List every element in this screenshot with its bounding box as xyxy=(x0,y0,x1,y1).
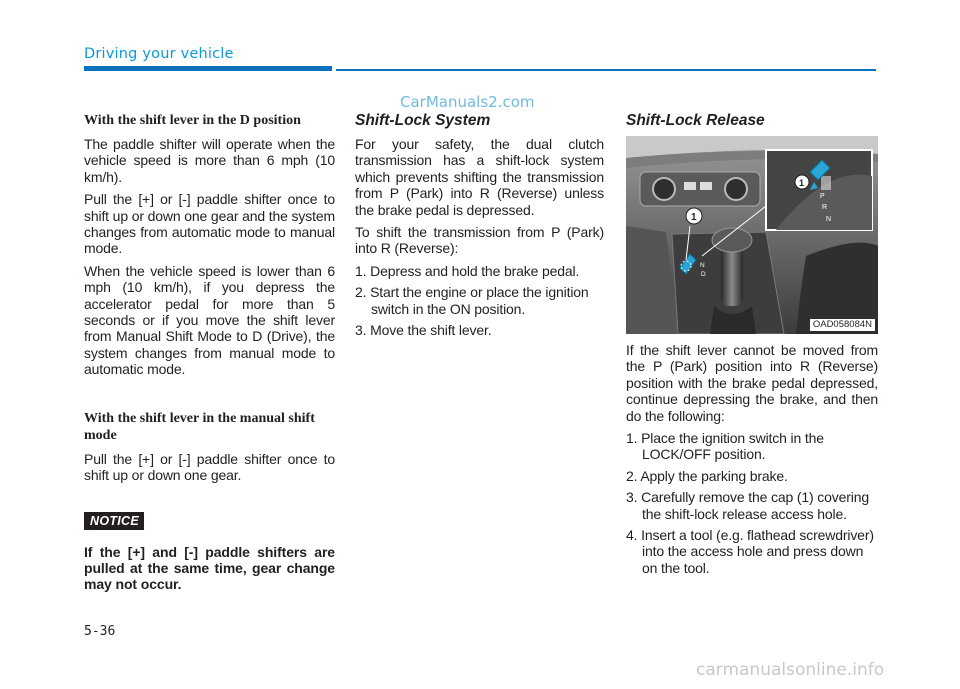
step-item: 2. Apply the parking brake. xyxy=(626,467,788,484)
d-position-paragraph: Pull the [+] or [-] paddle shifter once to shift up or down one gear and the system changes from automatic mode to manual mode. xyxy=(84,191,335,257)
shift-lock-release-heading: Shift-Lock Release xyxy=(626,112,765,129)
shift-lock-steps xyxy=(355,263,604,339)
shift-lock-release-intro: If the shift lever cannot be moved from the P (Park) position into R (Reverse) position with the brake pedal depressed, continue depressing the brake, and then do the following: xyxy=(626,342,878,424)
console-illustration xyxy=(626,136,878,334)
footer-site-watermark: carmanualsonline.info xyxy=(696,660,885,680)
svg-text:P: P xyxy=(820,193,825,200)
right-column xyxy=(626,112,878,581)
svg-text:1: 1 xyxy=(799,178,805,188)
step-item: 1. Depress and hold the brake pedal. xyxy=(355,262,580,279)
d-position-heading: With the shift lever in the D position xyxy=(84,113,301,128)
shift-lock-lead: To shift the transmission from P (Park) into R (Reverse): xyxy=(355,224,604,257)
svg-text:N: N xyxy=(826,216,832,223)
step-item: 2. Start the engine or place the ignition switch in the ON position. xyxy=(355,284,589,317)
step-item: 1. Place the ignition switch in the LOCK/OFF position. xyxy=(626,430,824,463)
header-rule-thick xyxy=(84,66,332,71)
d-position-paragraph: The paddle shifter will operate when the vehicle speed is more than 6 mph (10 km/h). xyxy=(84,136,335,185)
manual-mode-heading: With the shift lever in the manual shift mode xyxy=(84,410,315,443)
svg-text:N: N xyxy=(700,262,705,269)
svg-text:D: D xyxy=(701,271,706,278)
notice-badge: NOTICE xyxy=(84,512,144,530)
manual-mode-paragraph: Pull the [+] or [-] paddle shifter once to shift up or down one gear. xyxy=(84,450,335,484)
step-item: 4. Insert a tool (e.g. flathead screwdriver) into the access hole and press down on the tool. xyxy=(626,527,874,576)
step-item: 3. Move the shift lever. xyxy=(355,322,492,339)
figure-code: OAD058084N xyxy=(810,319,875,331)
d-position-paragraph: When the vehicle speed is lower than 6 mph (10 km/h), if you depress the accelerator pedal for more than 5 seconds or if you move the shift lever from Manual Shift Mode to D (Drive), the system changes from manual mode to automatic mode. xyxy=(84,262,335,378)
page-number: 5-36 xyxy=(84,624,116,639)
notice-text: If the [+] and [-] paddle shifters are pulled at the same time, gear change may not occur. xyxy=(84,543,335,593)
middle-column xyxy=(355,112,604,343)
shift-lock-release-steps xyxy=(626,430,878,576)
left-column xyxy=(84,112,335,593)
svg-text:R: R xyxy=(822,204,828,211)
shift-lock-intro: For your safety, the dual clutch transmission has a shift-lock system which prevents shifting the transmission from P (Park) into R (Reverse) unless the brake pedal is depressed. xyxy=(355,136,604,218)
callout-number: 1 xyxy=(691,212,697,223)
watermark: CarManuals2.com xyxy=(400,93,535,111)
shift-lock-system-heading: Shift-Lock System xyxy=(355,112,491,129)
shift-lock-release-figure xyxy=(626,136,878,334)
header-rule-thin xyxy=(336,69,876,71)
section-title: Driving your vehicle xyxy=(84,46,234,62)
step-item: 3. Carefully remove the cap (1) covering the shift-lock release access hole. xyxy=(626,489,869,522)
